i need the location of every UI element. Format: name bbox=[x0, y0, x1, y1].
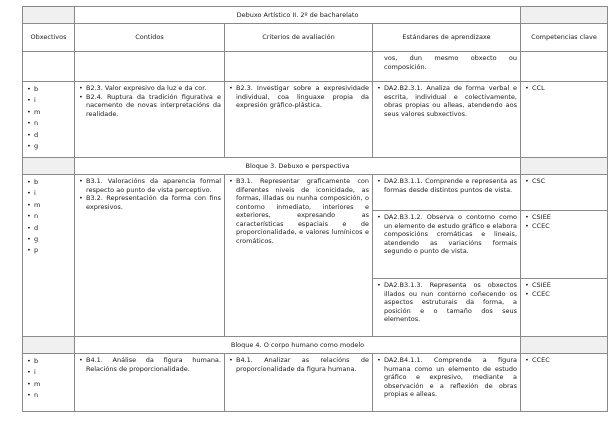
objective-item: • b bbox=[26, 84, 71, 95]
curriculum-table bbox=[22, 6, 608, 412]
competence-item: • CSIEE bbox=[524, 281, 604, 290]
competence-item: • CCEC bbox=[524, 356, 604, 365]
table-row bbox=[23, 175, 608, 211]
objective-item: • g bbox=[26, 234, 71, 245]
section-heading: Bloque 4. O corpo humano como modelo bbox=[75, 337, 521, 354]
competence-item: • CCEC bbox=[524, 290, 604, 299]
objective-item: • d bbox=[26, 130, 71, 141]
section-heading: Bloque 3. Debuxo e perspectiva bbox=[75, 158, 521, 175]
standard-item: • DA2.B3.1.3. Representa os obxectos illados ou nun contorno coñecendo os aspectos estruturais da forma, a posición e o tamaño dos seus elementos. bbox=[376, 281, 517, 324]
table-row bbox=[23, 354, 608, 412]
objective-item: • n bbox=[26, 118, 71, 129]
objective-item: • i bbox=[26, 367, 71, 378]
header-competences: Competencias clave bbox=[521, 24, 608, 52]
standard-item: • DA2.B2.3.1. Analiza de forma verbal e escrita, individual e colectivamente, obras propias ou alleas, atendendo aos seus valores subxectivos. bbox=[376, 84, 517, 118]
competence-item: • CCEC bbox=[524, 222, 604, 231]
objective-item: • p bbox=[26, 245, 71, 256]
header-objectives: Obxectivos bbox=[23, 24, 75, 52]
objective-item: • i bbox=[26, 95, 71, 106]
objective-item: • m bbox=[26, 379, 71, 390]
table-row bbox=[23, 82, 608, 158]
competence-item: • CSIEE bbox=[524, 213, 604, 222]
header-criteria: Criterios de avaliación bbox=[225, 24, 373, 52]
header-standards: Estándares de aprendizaxe bbox=[373, 24, 521, 52]
header-contents: Contidos bbox=[75, 24, 225, 52]
objective-item: • n bbox=[26, 390, 71, 401]
criterion-item: • B3.1. Representar graficamente con diferentes niveis de iconicidade, as formas, illadas ou nunha composición, o contorno inmediato, interiores e exteriores, expresando as características espaciais e de proporcionalidade, e valores lumínicos e cromáticos. bbox=[228, 177, 369, 245]
content-item: • B2.3. Valor expresivo da luz e da cor. bbox=[78, 84, 221, 93]
objective-item: • d bbox=[26, 223, 71, 234]
objective-item: • i bbox=[26, 188, 71, 199]
standard-item: • DA2.B4.1.1. Comprende a figura humana como un elemento de estudo gráfico e expresivo, mediante a observación e a reflexión de obras propias e alleas. bbox=[376, 356, 517, 399]
standard-item: • DA2.B3.1.1. Comprende e representa as formas desde distintos puntos de vista. bbox=[376, 177, 517, 194]
objective-item: • n bbox=[26, 211, 71, 222]
objective-item: • m bbox=[26, 200, 71, 211]
objective-item: • m bbox=[26, 107, 71, 118]
criterion-item: • B2.3. Investigar sobre a expresividade individual, coa linguaxe propia da expresión gráfico-plástica. bbox=[228, 84, 369, 110]
content-item: • B3.2. Representación da forma con fins expresivos. bbox=[78, 194, 221, 211]
objective-item: • b bbox=[26, 356, 71, 367]
table-title: Debuxo Artístico II. 2º de bacharelato bbox=[75, 7, 521, 24]
content-item: • B3.1. Valoracións da aparencia formal respecto ao punto de vista perceptivo. bbox=[78, 177, 221, 194]
competence-item: • CCL bbox=[524, 84, 604, 93]
standards-continuation: vos, dun mesmo obxecto ou composición. bbox=[373, 52, 521, 82]
criterion-item: • B4.1. Analizar as relacións de proporcionalidade da figura humana. bbox=[228, 356, 369, 373]
competence-item: • CSC bbox=[524, 177, 604, 186]
objective-item: • b bbox=[26, 177, 71, 188]
standard-item: • DA2.B3.1.2. Observa o contorno como un elemento de estudo gráfico e elabora composicións cromáticas e lineais, atendendo as variacións formais segundo o punto de vista. bbox=[376, 213, 517, 256]
content-item: • B2.4. Ruptura da tradición figurativa e nacemento de novas interpretacións da realidade. bbox=[78, 93, 221, 119]
content-item: • B4.1. Análise da figura humana. Relacións de proporcionalidade. bbox=[78, 356, 221, 373]
objective-item: • g bbox=[26, 141, 71, 152]
